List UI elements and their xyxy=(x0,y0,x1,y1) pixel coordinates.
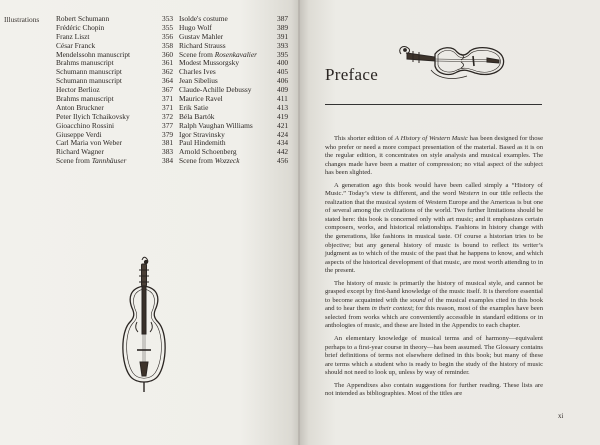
illustration-name-text: Scene from xyxy=(179,49,215,59)
illustration-name-text: Claude-Achille Debussy xyxy=(179,85,252,95)
illustration-name-italic: Rosenkavalier xyxy=(214,49,257,59)
illustration-name-text: Giuseppe Verdi xyxy=(56,129,102,139)
illustration-page-number: 372 xyxy=(162,111,174,121)
illustration-page-number: 409 xyxy=(277,85,289,95)
illustration-page-number: 389 xyxy=(277,22,289,32)
page-number: xi xyxy=(558,413,564,420)
illustration-page-number: 362 xyxy=(162,67,174,77)
illustration-name-text: Gustav Mahler xyxy=(179,31,224,41)
illustrations-column-a xyxy=(56,15,186,166)
illustration-page-number: 356 xyxy=(162,31,174,41)
preface-paragraph xyxy=(325,135,543,178)
illustration-page-number: 371 xyxy=(162,102,174,112)
preface-paragraph xyxy=(325,335,543,378)
illustration-name-text: Igor Stravinsky xyxy=(179,129,225,139)
preface-body xyxy=(325,135,543,399)
illustration-page-number: 442 xyxy=(277,147,289,157)
paragraph-text-segment: has been designed for those who prefer or need a more compact presentation of the material. Based as it is on the regular edition, it concentrates on style analysis and musical examples. The changes made have been a matter of compression; no vital aspect of the subject has been slighted. xyxy=(325,135,544,177)
illustration-name-text: Erik Satie xyxy=(179,102,209,112)
illustration-name-text: Jean Sibelius xyxy=(179,76,218,86)
illustration-name-text: Frédéric Chopin xyxy=(56,22,105,32)
paragraph-text-segment: A History of Western Music xyxy=(394,135,468,142)
illustration-page-number: 358 xyxy=(162,40,174,50)
title-rule xyxy=(325,104,542,105)
illustration-page-number: 381 xyxy=(162,138,174,148)
illustration-name xyxy=(56,157,126,166)
illustration-name-text: Mendelssohn manuscript xyxy=(56,49,131,59)
illustration-page-number: 355 xyxy=(162,22,174,32)
illustration-page-number: 361 xyxy=(162,58,174,68)
illustration-name-text: Richard Wagner xyxy=(56,147,104,157)
illustration-page-number: 406 xyxy=(277,76,289,86)
violin-drawing xyxy=(395,40,510,82)
illustration-name-text: Maurice Ravel xyxy=(179,94,223,104)
illustration-page-number: 353 xyxy=(162,14,174,23)
illustration-name-text: Richard Strauss xyxy=(179,40,226,50)
paragraph-text-segment: The history of music is primarily the history of musical style, and cannot be grasped except by first-hand knowledge of the music itself. It is therefore essential to become acquainted with the xyxy=(325,279,543,304)
paragraph-text-segment: ; for this reason, most of the examples have been selected from works which are conveniently accessible in standard editions or in anthologies of music, and these are listed in the Appendix to each chapter. xyxy=(325,305,543,330)
illustration-name-text: Peter Ilyich Tchaikovsky xyxy=(56,111,130,121)
illustration-page-number: 377 xyxy=(162,120,174,130)
illustration-page-number: 421 xyxy=(277,120,289,130)
illustration-name-text: Scene from xyxy=(179,156,215,166)
illustration-name-text: Arnold Schoenberg xyxy=(179,147,237,157)
illustration-name-italic: Wozzeck xyxy=(214,156,240,166)
illustration-name-text: Ralph Vaughan Williams xyxy=(179,120,253,130)
illustration-page-number: 411 xyxy=(277,94,288,104)
illustration-name-text: Robert Schumann xyxy=(56,14,110,23)
illustration-name-text: Franz Liszt xyxy=(56,31,90,41)
illustration-name-text: Brahms manuscript xyxy=(56,94,114,104)
illustration-page-number: 367 xyxy=(162,85,174,95)
illustration-name-text: Schumann manuscript xyxy=(56,67,122,77)
paragraph-text-segment: A generation ago this book would have been called simply a “History of Music.” Today’s view is different, and the word xyxy=(325,181,543,198)
paragraph-text-segment: The Appendixes also contain suggestions for further reading. These lists are not intended as bibliographies. Most of the titles are xyxy=(325,381,543,398)
illustration-name-text: Gioacchino Rossini xyxy=(56,120,115,130)
illustration-name-text: Béla Bartók xyxy=(179,111,215,121)
illustration-name-text: Paul Hindemith xyxy=(179,138,226,148)
preface-paragraph xyxy=(325,280,543,331)
illustration-name-text: Modest Mussorgsky xyxy=(179,58,240,68)
illustration-page-number: 379 xyxy=(162,129,174,139)
illustration-name-text: Charles Ives xyxy=(179,67,216,77)
paragraph-text-segment: Western xyxy=(458,190,480,198)
section-label: Illustrations xyxy=(4,15,40,24)
illustration-name-text: Hector Berlioz xyxy=(56,85,100,95)
illustration-name-text: Hugo Wolf xyxy=(179,22,212,32)
illustration-page-number: 387 xyxy=(277,14,289,23)
illustration-page-number: 371 xyxy=(162,94,174,104)
illustration-page-number: 383 xyxy=(162,147,174,157)
preface-paragraph xyxy=(325,382,543,399)
illustration-page-number: 400 xyxy=(277,58,289,68)
illustration-page-number: 364 xyxy=(162,76,174,86)
illustration-page-number: 424 xyxy=(277,129,289,139)
illustration-page-number: 434 xyxy=(277,138,289,148)
illustration-page-number: 395 xyxy=(277,49,289,59)
illustration-page-number: 391 xyxy=(277,31,289,41)
illustration-name-text: Anton Bruckner xyxy=(56,102,104,112)
illustration-page-number: 360 xyxy=(162,49,174,59)
paragraph-text-segment: An elementary knowledge of musical terms and of harmony—equivalent perhaps to a first-year course in theory—has been assumed. The Glossary contains brief definitions of terms not elsewhere defined in this book; but many of these are terms which a student who is ready to begin the study of the history of music should not need to look up, unless by way of reminder. xyxy=(325,335,543,377)
illustration-name-text: Scene from xyxy=(56,156,92,166)
illustration-name-text: Isolde's costume xyxy=(179,14,228,23)
paragraph-text-segment: This shorter edition of xyxy=(334,135,395,142)
illustration-name-text: Brahms manuscript xyxy=(56,58,114,68)
illustration-name-text: Schumann manuscript xyxy=(56,76,122,86)
paragraph-text-segment: in our title reflects the realization that the musical system of Western Europe and the Americas is but one of several among the civilizations of the world. Two further limitations should be stated here: this book is concerned only with art music; and it emphasizes certain composers, works, and historical relationships. Fashions in history change with the generations, like fashions in musical taste. Of course a historian tries to be objective; but any general history of music is bound to reflect its writer’s judgment as to which of the music of the past that he happens to know, and which aspects of the historical development of that music, are most worth attending to in the present. xyxy=(325,190,543,275)
illustration-page-number: 413 xyxy=(277,102,289,112)
illustration-page-number: 456 xyxy=(277,156,289,166)
illustration-page-number: 405 xyxy=(277,67,289,77)
illustration-name xyxy=(179,157,240,166)
viola-da-gamba-drawing xyxy=(118,254,170,394)
illustration-page-number: 393 xyxy=(277,40,289,50)
paragraph-text-segment: sound xyxy=(409,296,426,304)
list-item xyxy=(56,157,186,166)
illustration-name-text: César Franck xyxy=(56,40,96,50)
page-title: Preface xyxy=(325,65,379,84)
illustrations-column-b xyxy=(179,15,299,166)
illustration-page-number: 384 xyxy=(162,156,174,166)
paragraph-text-segment: of the musical examples cited in this book and to hear them xyxy=(325,296,543,313)
illustration-name-text: Carl Maria von Weber xyxy=(56,138,122,148)
illustration-name-italic: Tannhäuser xyxy=(91,156,127,166)
preface-paragraph xyxy=(325,182,543,276)
list-item xyxy=(179,157,299,166)
illustration-page-number: 419 xyxy=(277,111,289,121)
paragraph-text-segment: in their context xyxy=(371,305,413,313)
